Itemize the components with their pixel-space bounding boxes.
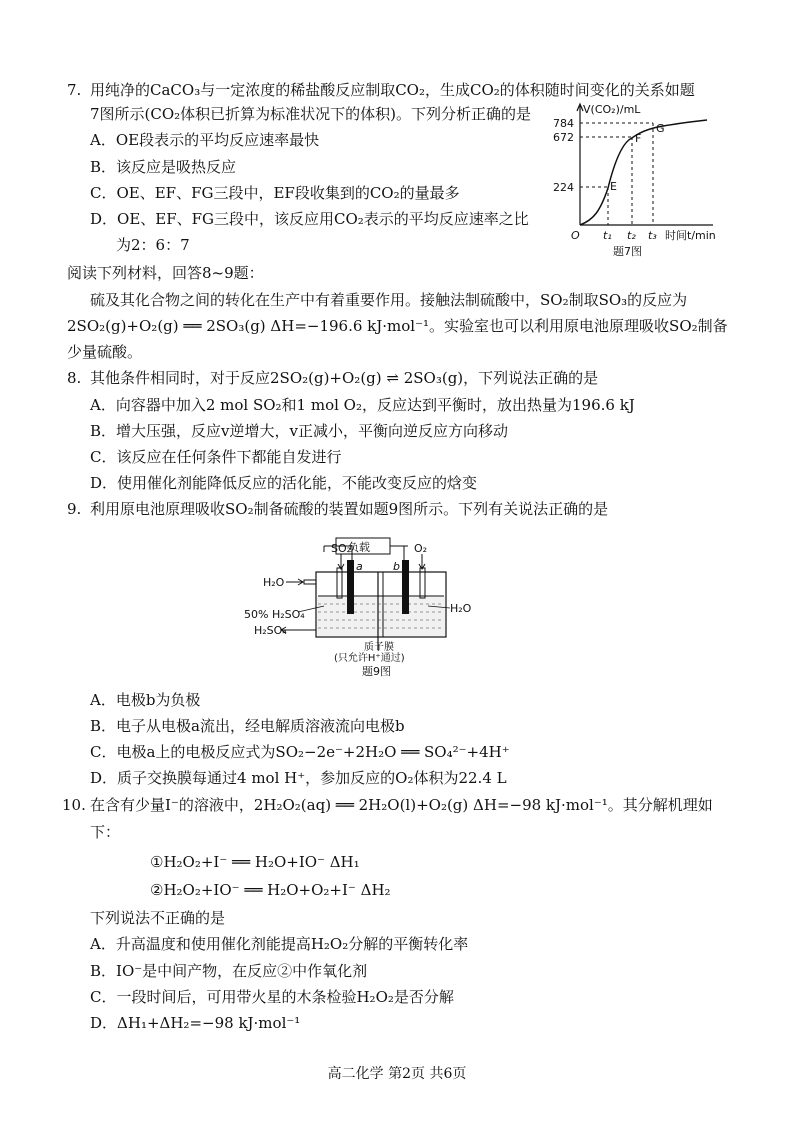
y-tick-224: 224 — [553, 181, 574, 194]
h2so4-outlet-label: H₂SO₄ — [254, 624, 287, 637]
q7-option-d: D．OE、EF、FG三段中，该反应用CO₂表示的平均反应速率之比 — [90, 210, 529, 228]
membrane-label: 质子膜 — [364, 642, 394, 653]
h2o-inlet-label: H₂O — [263, 576, 285, 589]
q7-option-a: A．OE段表示的平均反应速率最快 — [90, 131, 320, 149]
q8-option-b: B．增大压强，反应v逆增大，v正减小，平衡向逆反应方向移动 — [90, 422, 508, 440]
h2o-right-label: H₂O — [450, 602, 472, 615]
q8-option-a: A．向容器中加入2 mol SO₂和1 mol O₂，反应达到平衡时，放出热量为196.6 kJ — [90, 396, 635, 414]
figure-9-apparatus — [238, 532, 508, 680]
q9-option-b: B．电子从电极a流出，经电解质溶液流向电极b — [90, 717, 405, 735]
q10-step-1: ①H₂O₂+I⁻ ══ H₂O+IO⁻ ΔH₁ — [150, 853, 360, 871]
q10-option-a: A．升高温度和使用催化剂能提高H₂O₂分解的平衡转化率 — [90, 935, 469, 953]
figure-7-graph — [545, 100, 725, 260]
q9-option-d: D．质子交换膜每通过4 mol H⁺，参加反应的O₂体积为22.4 L — [90, 769, 507, 787]
q10-option-d: D．ΔH₁+ΔH₂=−98 kJ·mol⁻¹ — [90, 1014, 301, 1032]
electrode-a — [347, 560, 354, 614]
material-paragraph-2: 2SO₂(g)+O₂(g) ══ 2SO₃(g) ΔH=−196.6 kJ·mol⁻¹。实验室也可以利用原电池原理吸收SO₂制备 — [67, 317, 728, 335]
q7-stem-line1: 用纯净的CaCO₃与一定浓度的稀盐酸反应制取CO₂，生成CO₂的体积随时间变化的关系如题 — [90, 81, 695, 99]
electrode-b — [402, 560, 409, 614]
electrode-a-label: a — [356, 560, 363, 573]
q8-option-d: D．使用催化剂能降低反应的活化能，不能改变反应的焓变 — [90, 474, 478, 492]
o2-label: O₂ — [414, 542, 428, 555]
q8-stem: 其他条件相同时，对于反应2SO₂(g)+O₂(g) ⇌ 2SO₃(g)，下列说法正确的是 — [90, 369, 599, 387]
so2-label: SO₂ — [331, 542, 352, 555]
x-tick-t3: t₃ — [648, 229, 657, 242]
electrolyte — [317, 596, 445, 636]
y-axis-label: V(CO₂)/mL — [583, 103, 641, 116]
material-intro: 阅读下列材料，回答8~9题： — [67, 264, 264, 282]
figure-7-caption: 题7图 — [613, 245, 642, 258]
q9-stem: 利用原电池原理吸收SO₂制备硫酸的装置如题9图所示。下列有关说法正确的是 — [90, 500, 609, 518]
page-footer: 高二化学 第2页 共6页 — [327, 1066, 467, 1082]
electrode-b-label: b — [393, 560, 400, 573]
q7-number: 7. — [67, 81, 82, 99]
y-tick-784: 784 — [553, 117, 574, 130]
load-label: 负载 — [348, 541, 370, 554]
co2-curve — [580, 120, 707, 225]
q10-question: 下列说法不正确的是 — [90, 909, 226, 927]
q7-option-b: B．该反应是吸热反应 — [90, 158, 237, 176]
q10-step-2: ②H₂O₂+IO⁻ ══ H₂O+O₂+I⁻ ΔH₂ — [150, 881, 391, 899]
figure-9-caption: 题9图 — [362, 665, 391, 678]
q7-option-c: C．OE、EF、FG三段中，EF段收集到的CO₂的量最多 — [90, 184, 460, 202]
h2so4-50-label: 50% H₂SO₄ — [244, 608, 305, 621]
x-axis-label: 时间t/min — [665, 229, 716, 242]
q7-stem-line2: 7图所示(CO₂体积已折算为标准状况下的体积)。下列分析正确的是 — [90, 105, 532, 123]
point-f: F — [635, 132, 642, 145]
y-tick-672: 672 — [553, 131, 574, 144]
q10-number: 10. — [62, 796, 86, 814]
point-e: E — [610, 180, 617, 193]
q9-option-c: C．电极a上的电极反应式为SO₂−2e⁻+2H₂O ══ SO₄²⁻+4H⁺ — [90, 743, 510, 761]
x-tick-t2: t₂ — [627, 229, 636, 242]
x-tick-t1: t₁ — [603, 229, 612, 242]
point-g: G — [656, 122, 665, 135]
q10-option-c: C．一段时间后，可用带火星的木条检验H₂O₂是否分解 — [90, 988, 454, 1006]
membrane-note: (只允许H⁺通过) — [334, 653, 405, 664]
x-tick-origin: O — [571, 229, 580, 242]
q8-option-c: C．该反应在任何条件下都能自发进行 — [90, 448, 342, 466]
q10-option-b: B．IO⁻是中间产物，在反应②中作氧化剂 — [90, 962, 368, 980]
q9-number: 9. — [67, 500, 82, 518]
q8-number: 8. — [67, 369, 82, 387]
q7-option-d-cont: 为2：6：7 — [116, 236, 190, 254]
q9-option-a: A．电极b为负极 — [90, 691, 201, 709]
material-paragraph-3: 少量硫酸。 — [67, 343, 143, 361]
material-paragraph-1: 硫及其化合物之间的转化在生产中有着重要作用。接触法制硫酸中，SO₂制取SO₃的反应为 — [90, 291, 688, 309]
q10-stem-line2: 下： — [90, 823, 121, 841]
q10-stem-line1: 在含有少量I⁻的溶液中，2H₂O₂(aq) ══ 2H₂O(l)+O₂(g) ΔH=−98 kJ·mol⁻¹。其分解机理如 — [90, 796, 713, 814]
